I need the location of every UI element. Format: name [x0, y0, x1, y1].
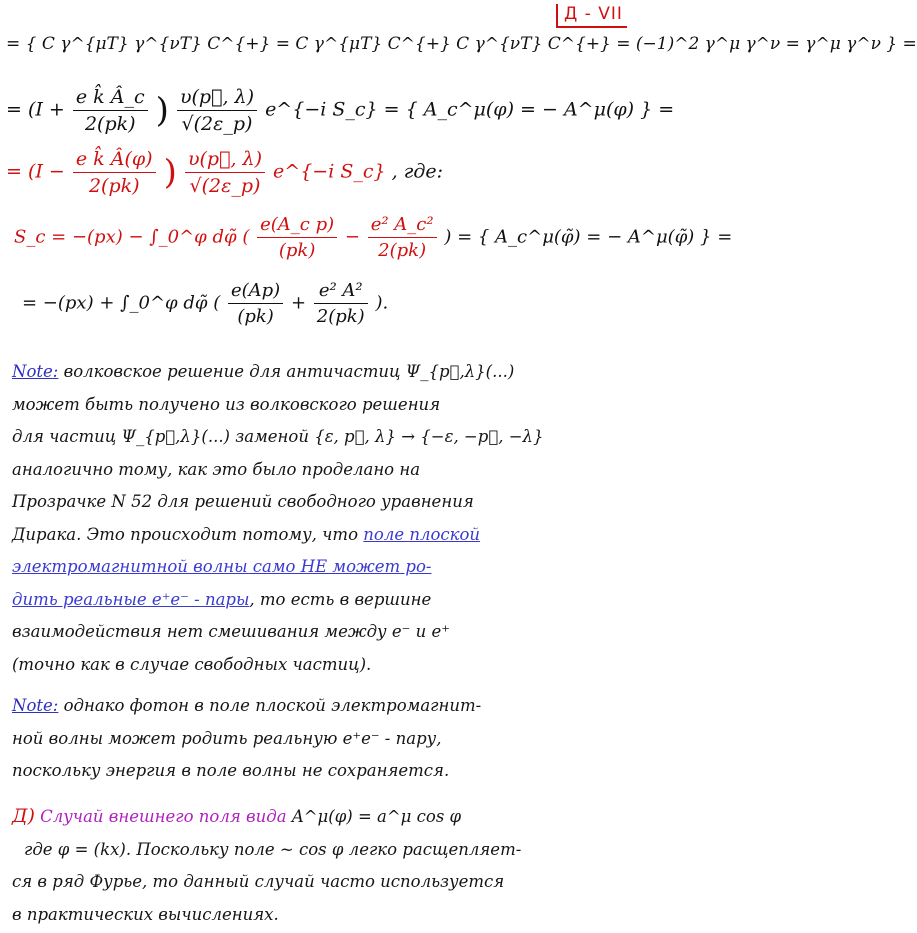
eq3-spinor-den: √(2ε_p)	[189, 175, 261, 197]
eq5-f1-num: e(Ap)	[228, 280, 283, 304]
eq3-exponent: e^{−i S_c}	[273, 160, 386, 183]
eq2-frac-den: 2(pk)	[84, 113, 136, 135]
note-1-line-9: взаимодействия нет смешивания между e⁻ и e⁺	[12, 622, 450, 641]
eq5-fraction-2	[314, 280, 368, 327]
eq3-frac-den: 2(pk)	[88, 175, 140, 197]
note-1-text-6a: Дирака. Это происходит потому, что	[12, 524, 359, 544]
eq5-plus: +	[290, 292, 307, 314]
eq3-prefix: = (I −	[6, 160, 65, 183]
note-1-highlight-8: дить реальные e⁺e⁻ - пары	[12, 589, 250, 609]
eq2-fraction-1	[73, 86, 148, 135]
equation-line-5	[22, 280, 388, 327]
note-1-line-6	[12, 519, 662, 552]
section-d-formula: A^μ(φ) = a^μ cos φ	[291, 807, 462, 826]
eq4-f2-den: 2(pk)	[378, 240, 427, 261]
note-2-label: Note	[12, 696, 53, 715]
equation-line-3	[6, 148, 443, 197]
eq4-f2-num: e² A_c²	[368, 214, 437, 238]
eq3-fraction-2	[185, 148, 265, 197]
equation-line-2	[6, 86, 674, 135]
eq4-fraction-1	[257, 214, 337, 261]
eq4-f1-num: e(A_c p)	[257, 214, 337, 238]
equation-line-4	[14, 214, 732, 261]
section-d-title: Случай внешнего поля вида	[40, 807, 287, 826]
eq4-fraction-2	[368, 214, 437, 261]
note-2-line-1	[12, 690, 662, 723]
eq5-suffix: ).	[375, 292, 389, 314]
eq5-fraction-1	[228, 280, 283, 327]
section-d-line-3: в практических вычислениях.	[12, 904, 279, 924]
eq4-minus: −	[344, 226, 360, 248]
eq2-suffix: = { A_c^μ(φ) = − A^μ(φ) } =	[383, 98, 675, 121]
eq5-f2-den: 2(pk)	[316, 306, 365, 327]
note-1	[12, 356, 662, 681]
section-d	[12, 800, 662, 931]
note-1-line-2: может быть получено из волковского решения	[12, 394, 441, 414]
eq2-fraction-2	[177, 86, 257, 135]
section-d-line-1: где φ = (kx). Поскольку поле ~ cos φ легко расщепляет-	[24, 839, 522, 859]
eq3-frac-num: e k̂ Â(φ)	[73, 148, 156, 173]
note-2-line-3: поскольку энергия в поле волны не сохраняется.	[12, 761, 450, 780]
section-d-heading	[12, 800, 662, 834]
note-1-line-5: Прозрачке N 52 для решений свободного уравнения	[12, 492, 474, 511]
note-1-text-8b: , то есть в вершине	[249, 589, 432, 609]
eq4-f1-den: (pk)	[278, 240, 316, 261]
note-2-line-2: ной волны может родить реальную e⁺e⁻ - пару,	[12, 728, 442, 748]
eq2-spinor-den: √(2ε_p)	[181, 113, 253, 135]
eq5-f1-den: (pk)	[237, 306, 274, 327]
note-1-label: Note	[12, 362, 53, 381]
eq3-suffix: , где:	[391, 160, 444, 183]
note-1-line-8	[12, 584, 662, 617]
note-1-line-7: электромагнитной волны само НЕ может ро-	[12, 557, 432, 576]
equation-line-1	[6, 34, 917, 54]
note-1-line-3: для частиц Ψ_{p⃗,λ}(...) заменой {ε, p⃗, λ} → {−ε, −p⃗, −λ}	[12, 427, 544, 446]
note-1-colon: :	[52, 362, 59, 381]
eq2-frac-num: e k̂ Â_c	[73, 86, 148, 111]
eq2-prefix: = (I +	[6, 98, 65, 121]
eq5-lhs: = −(px) + ∫_0^φ dφ̃ (	[22, 292, 221, 314]
eq2-spinor-num: υ(p⃗, λ)	[177, 86, 257, 111]
note-1-line-10: (точно как в случае свободных частиц).	[12, 654, 372, 674]
note-2	[12, 690, 662, 788]
eq3-spinor-num: υ(p⃗, λ)	[185, 148, 265, 173]
note-1-line-1	[12, 356, 662, 389]
note-2-colon: :	[52, 696, 59, 715]
section-d-line-2: ся в ряд Фурье, то данный случай часто используется	[12, 872, 505, 891]
eq3-close-paren: )	[163, 152, 177, 193]
note-1-highlight-6: поле плоской	[363, 524, 481, 544]
note-1-text-1: волковское решение для античастиц Ψ_{p⃗,λ}(...)	[63, 362, 515, 381]
eq4-suffix: ) = { A_c^μ(φ̃) = − A^μ(φ̃) } =	[444, 226, 733, 248]
eq5-f2-num: e² A²	[314, 280, 368, 304]
eq2-exponent: e^{−i S_c}	[265, 98, 378, 121]
section-d-marker: Д)	[12, 805, 35, 827]
eq4-lhs: S_c = −(px) − ∫_0^φ dφ̃ (	[14, 226, 250, 248]
slide-tag: Д - VII	[556, 4, 627, 28]
eq2-close-paren: )	[155, 90, 169, 131]
equation-line-1-text: = { C γ^{μT} γ^{νT} C^{+} = C γ^{μT} C^{+} C γ^{νT} C^{+} = (−1)^2 γ^μ γ^ν = γ^μ γ^ν } =	[6, 34, 917, 54]
note-2-text-1: однако фотон в поле плоской электромагнит-	[63, 696, 482, 715]
eq3-fraction-1	[73, 148, 156, 197]
note-1-line-4: аналогично тому, как это было проделано на	[12, 459, 421, 479]
